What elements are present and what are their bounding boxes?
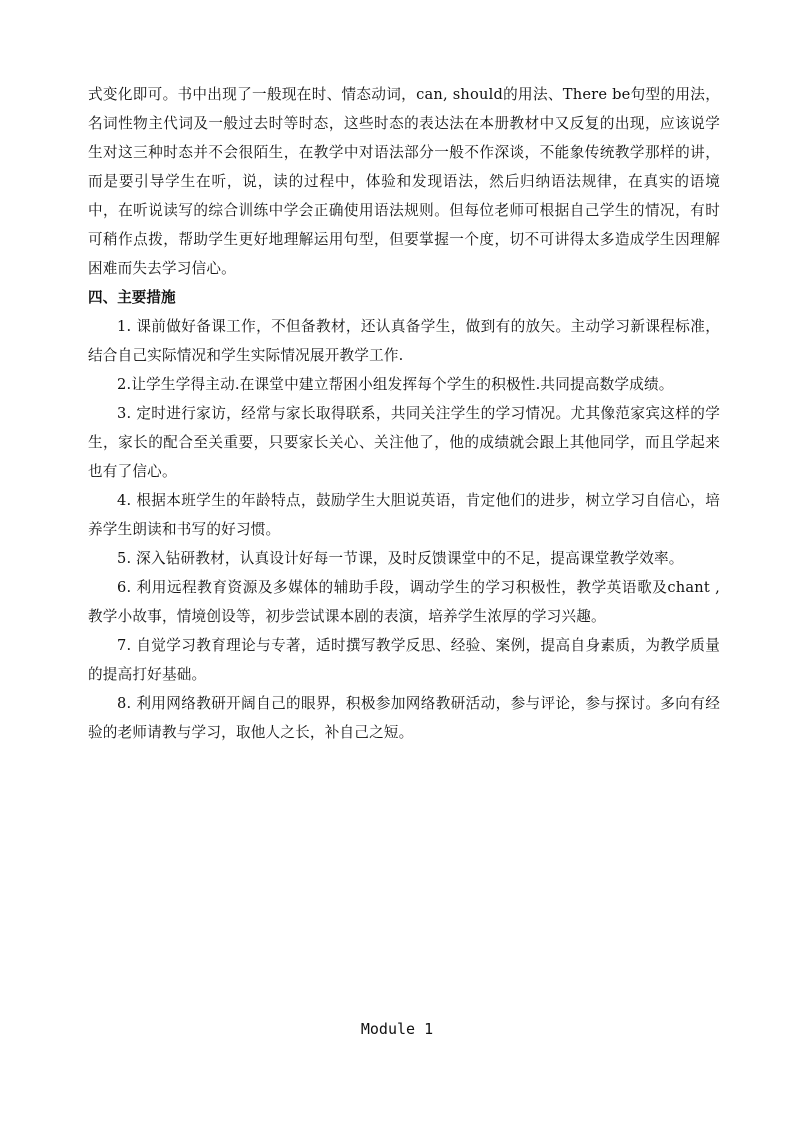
measure-item-3: 3. 定时进行家访，经常与家长取得联系，共同关注学生的学习情况。尤其像范家宾这样的学生，家长的配合至关重要，只要家长关心、关注他了，他的成绩就会跟上其他同学，而且学起来也有了信心。	[88, 405, 720, 480]
measure-item-1: 1. 课前做好备课工作，不但备教材，还认真备学生，做到有的放矢。主动学习新课程标准，结合自己实际情况和学生实际情况展开教学工作.	[88, 318, 720, 364]
document-page	[88, 80, 720, 747]
page-footer: Module 1	[360, 1020, 434, 1038]
intro-paragraph: 式变化即可。书中出现了一般现在时、情态动词，can, should的用法、There be句型的用法，名词性物主代词及一般过去时等时态，这些时态的表达法在本册教材中又反复的出现，应该说学生对这三种时态并不会很陌生，在教学中对语法部分一般不作深谈，不能象传统教学那样的讲，而是要引导学生在听，说，读的过程中，体验和发现语法，然后归纳语法规律，在真实的语境中，在听说读写的综合训练中学会正确使用语法规则。但每位老师可根据自己学生的情况，有时可稍作点拨，帮助学生更好地理解运用句型，但要掌握一个度，切不可讲得太多造成学生因理解困难而失去学习信心。	[88, 86, 720, 277]
measure-item-6: 6. 利用远程教育资源及多媒体的辅助手段，调动学生的学习积极性，教学英语歌及chant ,教学小故事，情境创设等，初步尝试课本剧的表演，培养学生浓厚的学习兴趣。	[88, 579, 720, 625]
section-heading: 四、主要措施	[88, 289, 176, 306]
measure-item-4: 4. 根据本班学生的年龄特点，鼓励学生大胆说英语，肯定他们的进步，树立学习自信心，培养学生朗读和书写的好习惯。	[88, 492, 720, 538]
measure-item-7: 7. 自觉学习教育理论与专著，适时撰写教学反思、经验、案例，提高自身素质，为教学质量的提高打好基础。	[88, 637, 720, 683]
measure-item-8: 8. 利用网络教研开阔自己的眼界，积极参加网络教研活动，参与评论，参与探讨。多向有经验的老师请教与学习，取他人之长，补自己之短。	[88, 695, 720, 741]
measure-item-5: 5. 深入钻研教材，认真设计好每一节课，及时反馈课堂中的不足，提高课堂教学效率。	[117, 550, 684, 567]
measure-item-2: 2.让学生学得主动.在课堂中建立帮困小组发挥每个学生的积极性.共同提高数学成绩。	[117, 376, 674, 393]
